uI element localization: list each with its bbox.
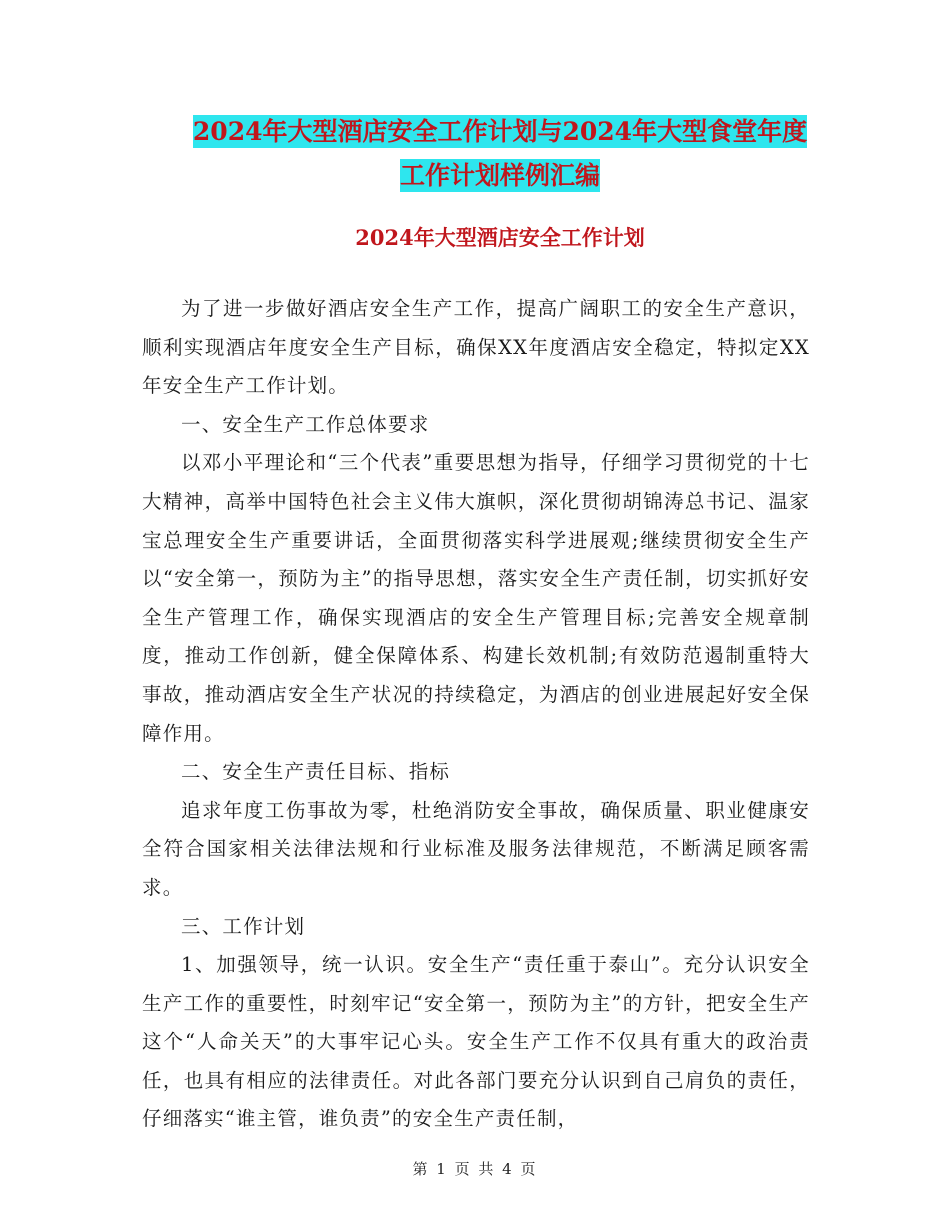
title-line-1: 2024年大型酒店安全工作计划与2024年大型食堂年度 xyxy=(192,117,808,146)
document-title xyxy=(140,110,860,198)
title-line-2: 工作计划样例汇编 xyxy=(399,161,600,190)
paragraph-general-requirements: 以邓小平理论和“三个代表”重要思想为指导，仔细学习贯彻党的十七大精神，高举中国特色社会主义伟大旗帜，深化贯彻胡锦涛总书记、温家宝总理安全生产重要讲话，全面贯彻落实科学进展观;继续贯彻安全生产以“安全第一，预防为主”的指导思想，落实安全生产责任制，切实抓好安全生产管理工作，确保实现酒店的安全生产管理目标;完善安全规章制度，推动工作创新，健全保障体系、构建长效机制;有效防范遏制重特大事故，推动酒店安全生产状况的持续稳定，为酒店的创业进展起好安全保障作用。 xyxy=(142,451,810,745)
paragraph-intro: 为了进一步做好酒店安全生产工作，提高广阔职工的安全生产意识，顺利实现酒店年度安全生产目标，确保XX年度酒店安全稳定，特拟定XX年安全生产工作计划。 xyxy=(142,297,810,398)
paragraph-targets: 追求年度工伤事故为零，杜绝消防安全事故，确保质量、职业健康安全符合国家相关法律法规和行业标准及服务法律规范，不断满足顾客需求。 xyxy=(142,798,810,899)
section-title: 2024年大型酒店安全工作计划 xyxy=(355,225,645,250)
heading-targets: 二、安全生产责任目标、指标 xyxy=(181,760,451,784)
heading-work-plan: 三、工作计划 xyxy=(181,914,306,938)
paragraph-work-plan-1: 1、加强领导，统一认识。安全生产“责任重于泰山”。充分认识安全生产工作的重要性，时刻牢记“安全第一，预防为主”的方针，把安全生产这个“人命关天”的大事牢记心头。安全生产工作不仅具有重大的政治责任，也具有相应的法律责任。对此各部门要充分认识到自己肩负的责任，仔细落实“谁主管，谁负责”的安全生产责任制， xyxy=(142,953,810,1131)
heading-general-requirements: 一、安全生产工作总体要求 xyxy=(181,412,430,436)
document-body xyxy=(142,290,810,1139)
page-footer: 第 1 页 共 4 页 xyxy=(412,1160,538,1178)
